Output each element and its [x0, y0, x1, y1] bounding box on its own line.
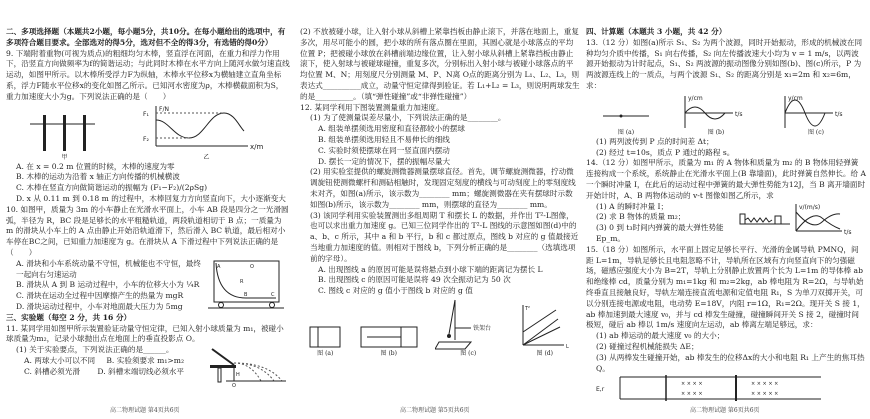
t-axis-label: t/s — [844, 228, 852, 236]
question-11-part-2: (2) 不放被碰小球，让入射小球从斜槽上紧靠挡板由静止滚下，并落在地面上，重复多次，用尽可能小的圆，把小球的所有落点圈在里面，其圆心就是小球落点的平均位置 P；把被碰小球放在斜槽前端边缘位置，让入射小球从斜槽上紧靠挡板由静止滚下，使入射球与被碰球碰撞，重复多次，分别标出入射小球与被碰小球落点的平均位置 M、N；用刻度尺分别测量 M、P、N离 O点的距离分别为 L₁、L₂、L₃，则表达式__________成立，动量守恒定律得到验证。若 L₁+L₂ = L₃，则说明两球发生的是__________。（填“弹性碰撞”或“非弹性碰撞”） — [300, 27, 580, 101]
svg-text:H: H — [236, 372, 240, 379]
spring-system-diagram — [736, 202, 792, 232]
svg-text:× × × × ×: × × × × × — [751, 391, 779, 398]
velocity-time-graph — [792, 202, 864, 236]
x-axis-label: x/m — [249, 142, 263, 151]
question-14-part-3: (3) 0 到 t₃时间内弹簧的最大弹性势能Ep_m。 — [596, 223, 724, 243]
figure-jia: 甲 — [25, 112, 105, 161]
figure-yi: F/N F₁ F₂ x/m 乙 — [142, 104, 272, 161]
rail-magnetic-field-diagram — [596, 374, 826, 402]
section-3-heading: 三、实验题（每空 2 分，共 16 分） — [6, 312, 132, 322]
pendulum-stand-diagram — [435, 298, 501, 350]
t-axis-label: t/s — [735, 110, 743, 118]
question-12-part-3-option-a: A. 出现图线 a 的原因可能是误将悬点到小球下端的距离记为摆长 L — [318, 264, 543, 274]
collision-apparatus-diagram — [206, 345, 286, 387]
question-9-option-a: A. 在 x = 0.2 m 位置的时候，木棒的速度为零 — [16, 161, 175, 171]
svg-text:B: B — [244, 291, 248, 298]
floating-rods-diagram — [25, 112, 105, 154]
y-axis-label: y/cm — [788, 94, 803, 102]
svg-text:O: O — [250, 263, 254, 270]
svg-text:× × × × ×: × × × × × — [751, 381, 779, 388]
y-axis-label: y/cm — [688, 94, 703, 102]
section-2-heading: 二、多项选择题（本题共2小题，每小题5分，共10分。在每小题给出的选项中，有多项符合题目要求。全部选对的得5分，选对但不全的得3分，有选错的得0分） — [6, 27, 286, 47]
question-10-option-c: C. 滑块在运动全过程中因摩擦产生的热量为 mgR — [16, 291, 184, 301]
page-4-footer: 高二物理试题 第4页共6页 — [110, 407, 180, 414]
question-11-option-d: D. 斜槽末端切线必须水平 — [97, 366, 184, 376]
y-axis-label: F/N — [158, 105, 169, 113]
figure-b-caption: 图 (b) — [380, 349, 397, 357]
page-6-footer: 高二物理试题 第6页共6页 — [690, 407, 760, 414]
question-15: 15.（18 分）如图所示，水平面上固定足够长平行、光滑的金属导轨 PMNQ，间距 L=1m，导轨足够长且电阻忽略不计，导轨所在区域有方向竖直向下的匀强磁场，磁感应强度大小为 B=2T，导轨上分别静止放置两个长为 L=1m 的导体棒 ab 和绝缘棒 cd，质量分别为 m₁=1kg 和 m₂=2kg，ab 棒电阻为 R=2Ω，与导轨始终垂直且接触良好，导轨左端连接直流电源和定值电阻 R₁，S 为单刀双掷开关，可以分别连接电源或电阻，电动势 E=18V，内阻 r=1Ω，R₁=2Ω。现开关 S 接 1，ab 棒加速到最大速度 v₀，并与 cd 棒发生碰撞，碰撞瞬间开关 S 接 2，碰撞时间极短，碰后 ab 棒以 1m/s 速度向左运动，ab 棒离左端足够远，求： — [586, 244, 865, 330]
question-9-figures — [6, 104, 290, 161]
t-squared-l-graph — [518, 302, 572, 350]
s2-vibration-graph — [781, 93, 851, 129]
page-6-column — [586, 27, 866, 402]
section-4-heading: 四、计算题（本题共 3 小题，共 42 分） — [586, 27, 727, 36]
question-12-part-3: (3) 该同学利用实验装置测出多组周期 T 和摆长 L 的数据，并作出 T²-L图像，也可以求出重力加速度 g。已知三位同学作出的 T²-L 图线的示意图如图(d)中的 a、b、c 所示，其中 a 和 b 平行，b 和 c 都过原点，图线 b 对应的 g 值最接近当地重力加速度的值。则相对于图线 b，下列分析正确的是________（选填选项前的字母）。 — [310, 210, 579, 263]
question-9: 9. 下端附着重物(可视为质点)的粗细均匀木棒，竖直浮在河面，在重力和浮力作用下，沿竖直方向做频率为f的简谐运动；与此同时木棒在水平方向上随河水做匀速直线运动，如图甲所示。以木棒所受浮力F为纵轴，木棒水平位移x为横轴建立直角坐标系，浮力F随水平位移x的变化如图乙所示。已知河水密度为ρ，木棒横截面积为S，重力加速度大小为g。下列说法正确的是（ ） — [6, 48, 290, 101]
question-12-part-2: (2) 用实验室提供的螺旋测微器测量摆球直径。首先，调节螺旋测微器，拧动微调旋钮使测微螺杆和测砧相触时，发现固定刻度的横线与可动刻度上的零刻度线未对齐，如图(a)所示，该示数为________ mm；螺旋测微器在夹有摆球时示数如图(b)所示，该示数为________ mm，则摆球的直径为________ mm。 — [310, 167, 576, 209]
svg-text:× × × ×: × × × × — [681, 381, 703, 388]
question-12-option-d: D. 摆长一定的情况下，摆的振幅尽量大 — [318, 156, 451, 166]
question-10-option-b: B. 滑块从 A 到 B 运动过程中，小车的位移大小为 ¼R — [16, 280, 200, 290]
micrometer-b-diagram — [359, 324, 419, 350]
figure-d-caption: 图 (d) — [536, 349, 553, 357]
svg-text:A: A — [217, 263, 221, 270]
question-10: 10. 如图甲，质量为 3m 的小车静止在光滑水平面上，小车 AB 段是四分之一光滑圆弧，半径为 R，BC 段是足够长的水平粗糙轨道，两段轨道相切于 B 点；一质量为 m 的滑块从小车上的 A 点由静止开始沿轨道滑下，然后滑入 BC 轨道，最后相对小车停在BC之间，已知重力加速度为 g。在滑块从 A 下滑过程中下列说法正确的是（ ） — [6, 204, 289, 257]
question-11-option-a: A. 两球大小可以不同 — [24, 355, 96, 365]
svg-text:O: O — [232, 383, 236, 388]
question-13: 13.（12 分）如图(a)所示 S₁、S₂ 为两个波源，同时开始振动，形成的机械波在同种均匀介质中传播，S₁ 向右传播，S₂ 向左传播波速大小均为 v = 1 m/s，以两波源开始振动为计时起点，S₁、S₂ 两波源的振动图像分别如图(b)、图(c)所示，P 为两波源连线上的一质点，与两个波源 S₁、S₂ 的距离分别是 x₁=2m 和 x₂=6m，求： — [586, 37, 863, 90]
question-9-option-b: B. 木棒的运动为沿着 x 轴正方向传播的机械横波 — [16, 172, 180, 182]
question-13-figures: 图 (a) y/cm t/s 图 (b) y/cm t/s 图 (c) — [586, 93, 866, 136]
question-12-option-c: C. 实验时须使摆球在同一竖直面内摆动 — [318, 145, 450, 155]
question-14: 14.（12 分）如图甲所示，质量为 m₁ 的 A 物体和质量为 m₂ 的 B 物体用轻弹簧连接构成一个系统，系统静止在光滑水平面上(B 靠墙面)，此时弹簧自然伸长。给 A 一个瞬时冲量 I，在此后的运动过程中弹簧的最大弹性势能为12J，当 B 离开墙面时开始计时，A、B 两物体运动的 v-t 图像如图乙所示，求 — [586, 158, 867, 200]
s1-vibration-graph — [681, 93, 751, 129]
t-axis-label: t/s — [835, 110, 843, 118]
question-12-option-b: B. 组装单摆须选用轻且不易伸长的细线 — [318, 134, 450, 144]
svg-text:C: C — [271, 291, 275, 298]
question-12-part-1: (1) 为了使测量误差尽量小，下列说法正确的是________。 — [310, 113, 506, 123]
cart-arc-diagram — [206, 259, 286, 311]
question-11-option-b: B. 实验须要求 m₁>m₂ — [106, 355, 184, 365]
page-5-footer: 高二物理试题 第5页共6页 — [400, 407, 470, 414]
f1-label: F₁ — [142, 110, 149, 118]
v-axis-label: v/(m/s) — [799, 203, 821, 211]
question-12: 12. 某同学利用下图装置测量重力加速度。 — [300, 102, 444, 112]
svg-text:× × × ×: × × × × — [681, 391, 703, 398]
question-12-option-a: A. 组装单摆须选用密度和直径都较小的摆球 — [318, 124, 465, 134]
question-11: 11. 某同学用如图甲所示装置验证动量守恒定律，已知入射小球质量为 m₁，被碰小球质量为m₂，记录小球抛出点在地面上的垂直投影点 O。 — [6, 323, 284, 344]
page-5-column — [300, 27, 580, 358]
question-14-part-1: (1) A 的瞬时冲量 I； — [596, 201, 669, 211]
question-12-part-3-option-b: B. 出现图线 c 的原因可能是误将 49 次全振动记为 50 次 — [318, 275, 511, 285]
question-12-part-3-option-c: C. 图线 c 对应的 g 值小于图线 b 对应的 g 值 — [318, 286, 473, 296]
question-15-part-2: (2) 碰撞过程机械能损失 ΔE； — [596, 341, 699, 351]
svg-text:L: L — [565, 343, 569, 350]
question-9-option-d: D. x 从 0.11 m 到 0.18 m 的过程中，木棒回复力方向竖直向下，大小逐渐变大 — [16, 193, 286, 203]
question-13-part-1: (1) 两列波传到 P 点的时间差 Δt； — [596, 136, 714, 146]
question-12-figures — [300, 298, 580, 357]
svg-text:T²: T² — [524, 305, 530, 312]
question-10-option-a: A. 滑块和小车系统动量不守恒，机械能也不守恒，最终一起向右匀速运动 — [16, 258, 201, 279]
micrometer-a-diagram — [308, 324, 342, 350]
question-15-part-3: (3) 从两棒发生碰撞开始，ab 棒发生的位移Δx的大小和电阻 R₁ 上产生的焦耳热Q。 — [596, 352, 865, 373]
question-11-part-1: (1) 关于实验要点，下列说法正确的是______。 — [16, 345, 174, 355]
question-9-option-c: C. 木棒在竖直方向做简谐运动的振幅为 (F₁−F₂)/(2ρSg) — [16, 183, 208, 193]
question-11-option-c: C. 斜槽必须光滑 — [24, 366, 80, 376]
figure-a-caption: 图 (a) — [317, 349, 334, 357]
page-4-column — [6, 27, 290, 387]
figure-c-caption: 图 (c) — [460, 349, 477, 357]
question-14-part-2: (2) 求 B 物体的质量 m₂； — [596, 212, 686, 222]
f2-label: F₂ — [142, 135, 149, 143]
wave-sources-diagram — [601, 103, 651, 129]
iron-stand-label: 铁架台 — [473, 324, 492, 332]
force-displacement-graph — [142, 104, 272, 154]
question-10-option-d: D. 滑块运动过程中，小车对地面最大压力为 5mg — [16, 301, 183, 311]
emf-label: E,r — [596, 386, 605, 394]
question-13-part-2: (2) 经过 t=10s，质点 P 通过的路程 s。 — [596, 147, 735, 157]
question-15-part-1: (1) ab 棒运动的最大速度 v₀ 的大小； — [596, 331, 725, 341]
svg-text:R: R — [240, 278, 244, 285]
